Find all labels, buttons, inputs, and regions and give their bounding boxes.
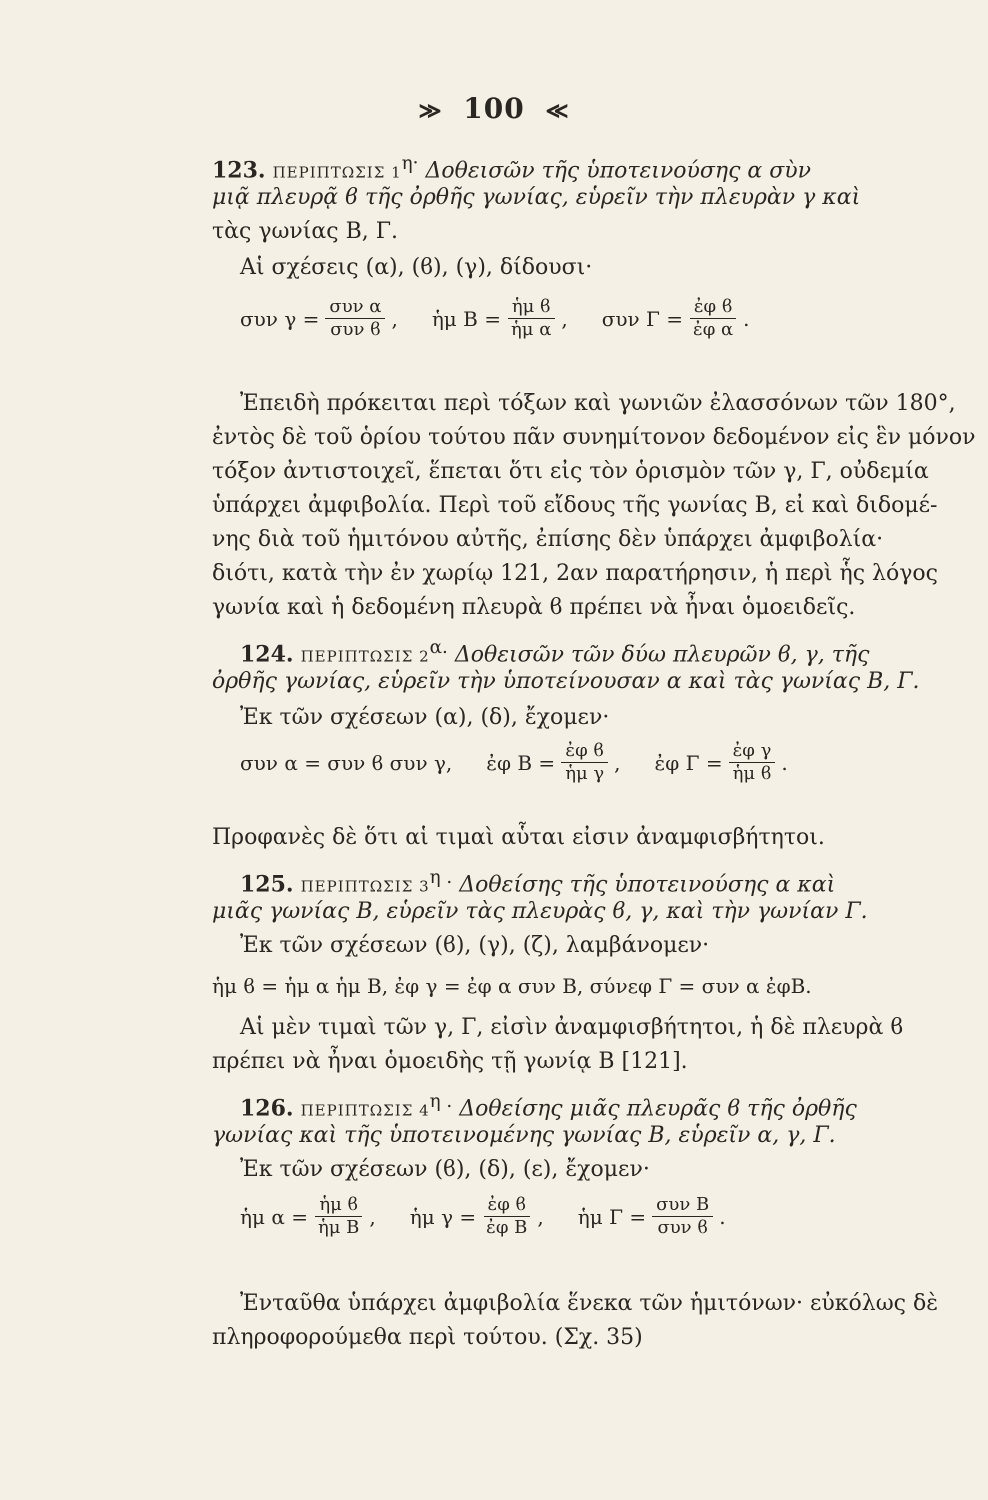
para123-line6: διότι, κατὰ τὴν ἐν χωρίῳ 121, 2αν παρατήρησιν, ἡ περὶ ἧς λόγος bbox=[212, 561, 938, 586]
sec123-sup: η· bbox=[401, 153, 419, 174]
sec124-line1: Δοθεισῶν τῶν δύω πλευρῶν ϐ, γ, τῆς bbox=[454, 642, 870, 668]
eq123-term1 bbox=[240, 296, 398, 341]
para123-line5: νης διὰ τοῦ ἡμιτόνου αὐτῆς, ἐπίσης δὲν ὑπάρχει ἀμφιβολία· bbox=[212, 527, 884, 552]
eq126-t1-den: ἡμ Β bbox=[317, 1217, 360, 1238]
para123-line3: τόξον ἀντιστοιχεῖ, ἕπεται ὅτι εἰς τὸν ὁρισμὸν τῶν γ, Γ, οὐδεμία bbox=[212, 459, 929, 484]
sec123-line1: Δοθεισῶν τῆς ὑποτεινούσης α σὺν bbox=[425, 158, 812, 184]
sec123-line4: Αἱ σχέσεις (α), (ϐ), (γ), δίδουσι· bbox=[240, 255, 593, 280]
sec125-line5: πρέπει νὰ ἦναι ὁμοειδὴς τῇ γωνίᾳ Β [121]. bbox=[212, 1049, 688, 1074]
sec126-line3: Ἐκ τῶν σχέσεων (ϐ), (δ), (ε), ἔχομεν· bbox=[240, 1157, 650, 1182]
sec125-line1: Δοθείσης τῆς ὑποτεινούσης α καὶ bbox=[459, 872, 836, 898]
para123-line7: γωνία καὶ ἡ δεδομένη πλευρὰ ϐ πρέπει νὰ ἦναι ὁμοειδεῖς. bbox=[212, 595, 856, 620]
eq123-t1-den: συν ϐ bbox=[330, 319, 381, 340]
sec124-line3: Ἐκ τῶν σχέσεων (α), (δ), ἔχομεν· bbox=[240, 705, 610, 730]
eq123-t3-end: . bbox=[743, 306, 750, 331]
eq126 bbox=[240, 1194, 860, 1239]
eq123-t2-lhs: ἡμ Β = bbox=[431, 306, 501, 331]
eq124-t2-num: ἐφ ϐ bbox=[561, 740, 607, 763]
eq123-t3-frac bbox=[689, 296, 737, 341]
sec125-line2: μιᾶς γωνίας Β, εὑρεῖν τὰς πλευρὰς ϐ, γ, καὶ τὴν γωνίαν Γ. bbox=[212, 899, 868, 924]
page-header bbox=[0, 92, 988, 125]
eq124-t3-lhs: ἐφ Γ = bbox=[654, 750, 723, 775]
eq126-t2-frac bbox=[482, 1194, 531, 1239]
eq126-term1 bbox=[240, 1194, 376, 1239]
sec125-line4: Αἱ μὲν τιμαὶ τῶν γ, Γ, εἰσὶν ἀναμφισβήτητοι, ἡ δὲ πλευρὰ ϐ bbox=[240, 1015, 904, 1040]
eq123-t3-den: ἐφ α bbox=[693, 319, 734, 340]
eq126-t1-num: ἡμ ϐ bbox=[315, 1194, 362, 1217]
eq124-t2-lhs: ἐφ Β = bbox=[486, 750, 556, 775]
eq126-t3-frac bbox=[652, 1194, 713, 1239]
ornament-right-icon: ≪ bbox=[545, 98, 570, 124]
eq123-t3-num: ἐφ ϐ bbox=[690, 296, 736, 319]
sec125-equation: ἡμ ϐ = ἡμ α ἡμ Β, ἐφ γ = ἐφ α συν Β, σύνεφ Γ = συν α ἐφΒ. bbox=[212, 974, 812, 998]
eq123-t1-end: , bbox=[391, 306, 398, 331]
eq126-t3-den: συν ϐ bbox=[657, 1217, 708, 1238]
para123-line4: ὑπάρχει ἀμφιβολία. Περὶ τοῦ εἴδους τῆς γωνίας Β, εἰ καὶ διδομέ- bbox=[212, 493, 938, 518]
eq126-t2-num: ἐφ ϐ bbox=[484, 1194, 530, 1217]
sec123-line3: τὰς γωνίας Β, Γ. bbox=[212, 219, 399, 244]
sec124-line2: ὀρθῆς γωνίας, εὑρεῖν τὴν ὑποτείνουσαν α καὶ τὰς γωνίας Β, Γ. bbox=[212, 669, 920, 694]
sec125-number: 125. bbox=[240, 871, 294, 898]
sec123-number: 123. bbox=[212, 157, 266, 184]
eq124-term3 bbox=[655, 740, 788, 785]
sec125-label: ΠΕΡΙΠΤΩΣΙΣ 3 bbox=[300, 877, 430, 896]
eq126-t3-end: . bbox=[719, 1204, 726, 1229]
sec124-sup: α. bbox=[429, 637, 448, 658]
eq126-t1-lhs: ἡμ α = bbox=[240, 1204, 308, 1229]
eq124-t2-den: ἡμ γ bbox=[565, 763, 605, 784]
para126-line1: Ἐνταῦθα ὑπάρχει ἀμφιβολία ἕνεκα τῶν ἡμιτόνων· εὐκόλως δὲ bbox=[240, 1291, 939, 1316]
eq126-t2-end: , bbox=[537, 1204, 544, 1229]
eq123-t3-lhs: συν Γ = bbox=[601, 306, 684, 331]
eq124-term2 bbox=[486, 740, 620, 785]
eq124-t3-num: ἐφ γ bbox=[729, 740, 776, 763]
eq123-t1-frac bbox=[325, 296, 385, 341]
sec126-line2: γωνίας καὶ τῆς ὑποτεινομένης γωνίας Β, εὑρεῖν α, γ, Γ. bbox=[212, 1123, 836, 1148]
sec126-label: ΠΕΡΙΠΤΩΣΙΣ 4 bbox=[300, 1101, 430, 1120]
eq126-t1-end: , bbox=[369, 1204, 376, 1229]
ornament-left-icon: ≫ bbox=[418, 98, 443, 124]
para124-line1: Προφανὲς δὲ ὅτι αἱ τιμαὶ αὗται εἰσιν ἀναμφισβήτητοι. bbox=[212, 825, 825, 850]
eq124-t2-frac bbox=[561, 740, 608, 785]
eq124-t1: συν α = συν ϐ συν γ, bbox=[240, 750, 453, 775]
eq124-t2-end: , bbox=[614, 750, 621, 775]
sec123-line2: μιᾷ πλευρᾷ ϐ τῆς ὀρθῆς γωνίας, εὑρεῖν τὴν πλευρὰν γ καὶ bbox=[212, 185, 861, 210]
sec123-label: ΠΕΡΙΠΤΩΣΙΣ 1 bbox=[272, 163, 402, 182]
eq124-t3-frac bbox=[729, 740, 776, 785]
eq123-term3 bbox=[602, 296, 750, 341]
sec126-line1: Δοθείσης μιᾶς πλευρᾶς ϐ τῆς ὀρθῆς bbox=[459, 1096, 857, 1122]
eq123-t1-num: συν α bbox=[325, 296, 385, 319]
para123-line1: Ἐπειδὴ πρόκειται περὶ τόξων καὶ γωνιῶν ἐλασσόνων τῶν 180°, bbox=[240, 391, 956, 416]
eq124-t3-end: . bbox=[781, 750, 788, 775]
sec125-line3: Ἐκ τῶν σχέσεων (ϐ), (γ), (ζ), λαμβάνομεν· bbox=[240, 933, 710, 958]
eq123-term2 bbox=[432, 296, 568, 341]
eq124 bbox=[240, 740, 860, 785]
eq123 bbox=[240, 296, 860, 341]
eq126-t2-den: ἐφ Β bbox=[486, 1217, 528, 1238]
eq123-t2-frac bbox=[507, 296, 555, 341]
eq126-t2-lhs: ἡμ γ = bbox=[409, 1204, 477, 1229]
para126-line2: πληροφορούμεθα περὶ τούτου. (Σχ. 35) bbox=[212, 1325, 643, 1350]
sec126-sup: η . bbox=[429, 1091, 453, 1112]
eq126-term2 bbox=[410, 1194, 544, 1239]
eq126-t3-num: συν Β bbox=[652, 1194, 713, 1217]
para123-line2: ἐντὸς δὲ τοῦ ὁρίου τούτου πᾶν συνημίτονον δεδομένον εἰς ἓν μόνον bbox=[212, 425, 976, 450]
eq124-term1 bbox=[240, 751, 452, 775]
eq123-t2-num: ἡμ ϐ bbox=[508, 296, 555, 319]
eq126-term3 bbox=[578, 1194, 726, 1239]
eq126-t1-frac bbox=[314, 1194, 363, 1239]
eq123-t2-den: ἡμ α bbox=[510, 319, 552, 340]
eq123-t2-end: , bbox=[561, 306, 568, 331]
sec126-number: 126. bbox=[240, 1095, 294, 1122]
sec124-number: 124. bbox=[240, 641, 294, 668]
sec124-label: ΠΕΡΙΠΤΩΣΙΣ 2 bbox=[300, 647, 430, 666]
eq126-t3-lhs: ἡμ Γ = bbox=[577, 1204, 647, 1229]
eq124-t3-den: ἡμ ϐ bbox=[732, 763, 772, 784]
sec125-sup: η . bbox=[429, 867, 453, 888]
page-number: 100 bbox=[463, 92, 525, 125]
eq123-t1-lhs: συν γ = bbox=[240, 306, 320, 331]
